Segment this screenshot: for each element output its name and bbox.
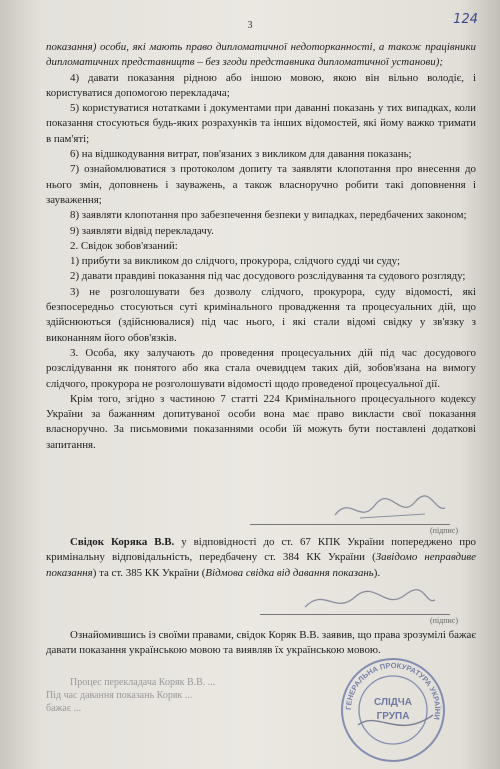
right-item-8: 8) заявляти клопотання про забезпечення безпеки у випадках, передбачених законом; — [70, 209, 467, 222]
warning-paragraph — [46, 535, 476, 581]
faded-line-1: Процес перекладача Коряк В.В. ... — [70, 677, 216, 688]
warning-italic-2: Відмова свідка від давання показань — [205, 566, 374, 579]
right-item-6: 6) на відшкодування витрат, пов'язаних з викликом для давання показань; — [70, 148, 412, 161]
signature-label-2: (підпис) — [430, 616, 459, 625]
page-number: 3 — [247, 20, 253, 31]
faded-line-3: бажає ... — [46, 703, 82, 714]
duty-item-2: 2) давати правдиві показання під час досудового розслідування та судового розгляду; — [70, 270, 466, 283]
witness-name: Свідок Коряка В.В. — [70, 536, 175, 548]
signature-line-1 — [250, 524, 450, 525]
paragraph-diplomatic: показання) особи, які мають право дипломатичної недоторканності, а також працівники дипломатичних представництв – без згоди представника дипломатичної установи); — [46, 41, 476, 69]
acquainted-paragraph — [46, 628, 476, 659]
duty-item-3: 3) не розголошувати без дозволу слідчого, прокурора, суду відомості, які безпосередньо стосуються суті кримінального провадження та процесуальних дій, що здійснюються (здійснювалися) під час нього, і які стали відомі свідку у зв'язку з виконанням його обов'язків. — [46, 285, 476, 344]
warning-mid: ) та ст. 385 КК України ( — [92, 566, 206, 579]
warning-text: у відповідності до ст. 67 КПК України попереджено про кримінальну відповідальність, передбачену ст. 384 КК України ( — [46, 536, 476, 564]
warning-end: ). — [373, 566, 381, 579]
stamp-middle-text: СЛІДЧА — [373, 697, 413, 708]
acquainted-text: Ознайомившись із своїми правами, свідок Коряк В.В. заявив, що права зрозумілі бажає давати показання українською мовою та виявляв їх українською мовою. — [46, 629, 476, 657]
right-item-5: 5) користуватися нотатками і документами при даванні показань у тих випадках, коли показання стосуються будь-яких розрахунків та інших відомостей, які йому важко тримати в пам'яті; — [46, 102, 476, 145]
article-224-paragraph: Крім того, згідно з частиною 7 статті 224 Кримінального процесуального кодексу України за бажанням допитуваної особи вона має право викласти свої показання власноручно. За письмовими показаннями особи їй можуть бути поставлені додаткові запитання. — [46, 392, 476, 451]
right-item-4: 4) давати показання рідною або іншою мовою, якою він вільно володіє, і користуватися допомогою перекладача; — [46, 71, 476, 99]
duties-heading: 2. Свідок зобов'язаний: — [70, 239, 178, 252]
duty-item-1: 1) прибути за викликом до слідчого, прокурора, слідчого судді чи суду; — [70, 255, 400, 268]
handwritten-page-number: 124 — [453, 12, 478, 27]
official-stamp — [338, 655, 448, 765]
warning-italic-1: Завідомо неправдиве показання — [46, 551, 476, 579]
rights-block — [46, 40, 476, 453]
signature-label-1: (підпис) — [430, 526, 459, 535]
stamp-top-text: ГРУПА — [376, 711, 410, 722]
right-item-7: 7) ознайомлюватися з протоколом допиту та заявляти клопотання про внесення до нього змін, доповнень і зауважень, а також власноручно робити такі доповнення і зауваження; — [46, 163, 476, 206]
signature-line-2 — [260, 614, 450, 615]
stamp-ring-text: ГЕНЕРАЛЬНА ПРОКУРАТУРА УКРАЇНИ — [343, 660, 443, 721]
faded-line-2: Під час давання показань Коряк ... — [46, 690, 193, 701]
point-3-paragraph: 3. Особа, яку залучають до проведення процесуальних дій під час досудового розслідування як понятого або яка стала очевидцем таких дій, зобов'язана на вимогу слідчого, прокурора не розголошувати відомості щодо проведеної процесуальної дії. — [46, 346, 476, 390]
right-item-9: 9) заявляти відвід перекладачу. — [70, 224, 214, 237]
